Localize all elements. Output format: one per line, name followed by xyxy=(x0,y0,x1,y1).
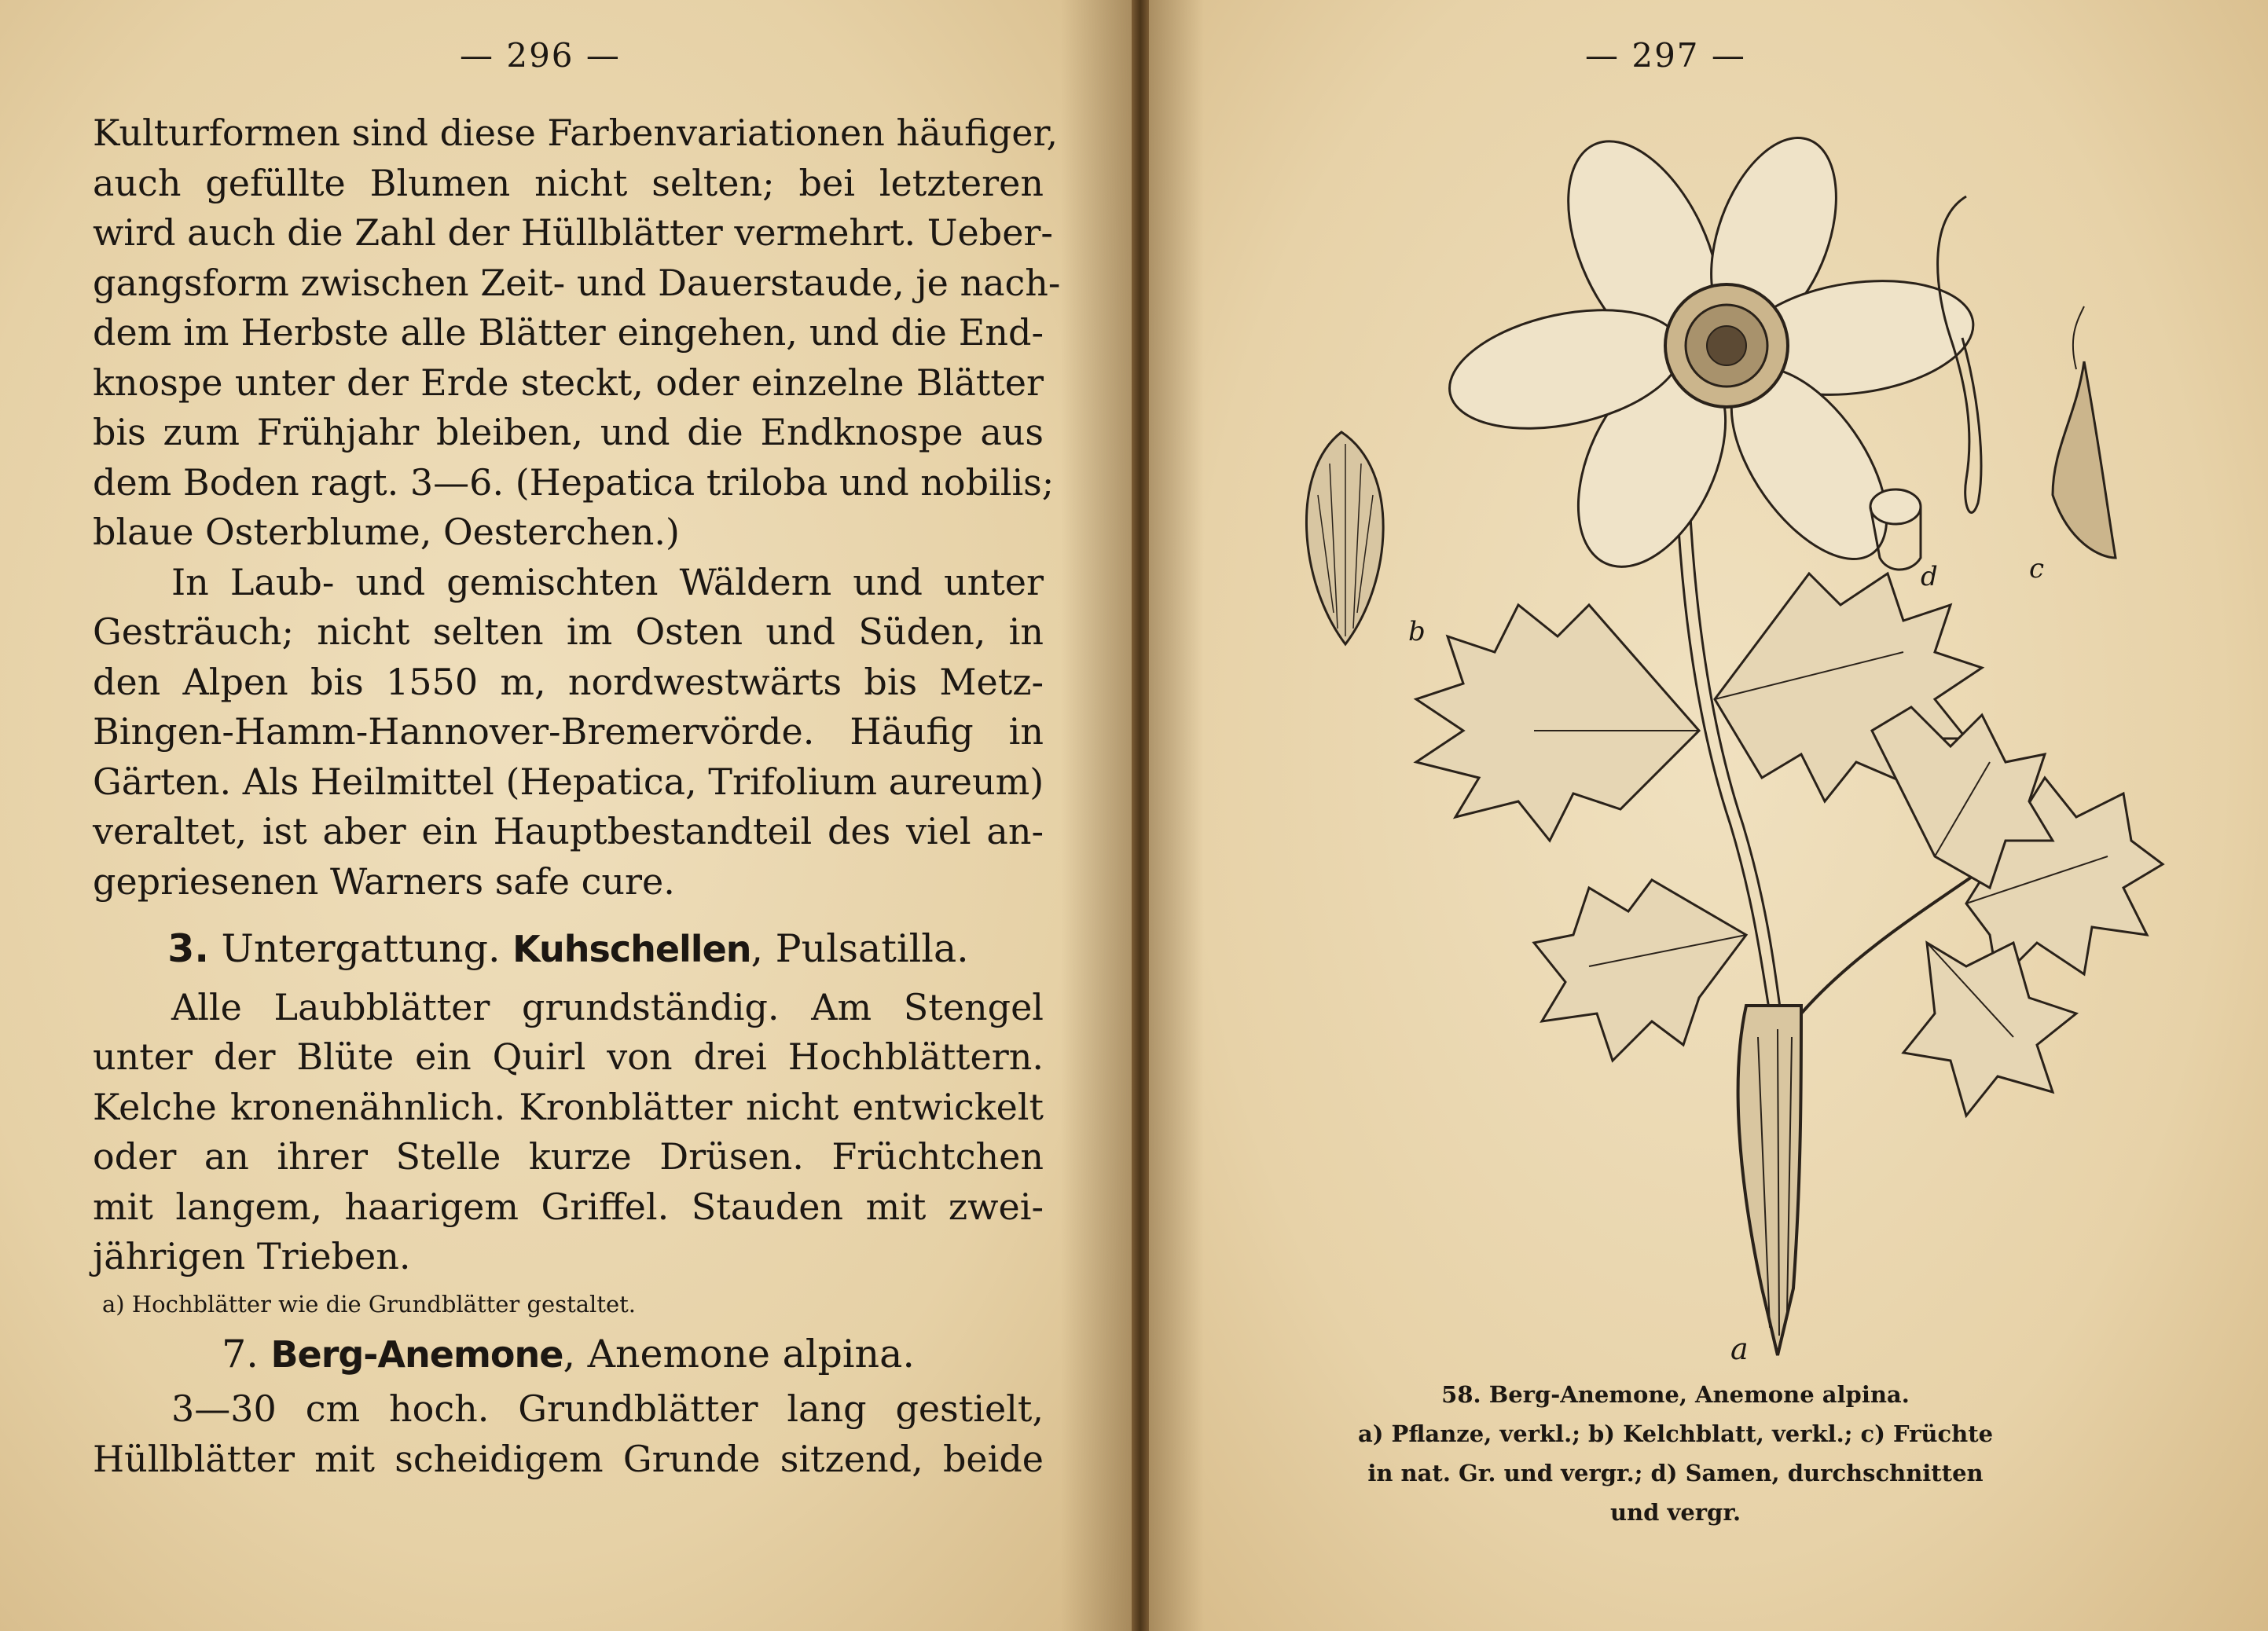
text-line: Kulturformen sind diese Farbenvariationen häufiger, xyxy=(93,112,1059,154)
figure-label-d: d xyxy=(1921,561,1938,592)
section-heading-pulsatilla xyxy=(93,924,1044,975)
text-line: Gesträuch; nicht selten im Osten und Süden, in xyxy=(93,610,1044,653)
text-line: 3—30 cm hoch. Grundblätter lang gestielt, xyxy=(171,1387,1044,1430)
left-gutter-shadow xyxy=(1061,0,1132,1631)
figure-caption xyxy=(1298,1375,2053,1532)
book-spine xyxy=(1132,0,1149,1631)
heading-suffix: , Pulsatilla. xyxy=(750,926,969,971)
text-line: auch gefüllte Blumen nicht selten; bei letzteren xyxy=(93,161,1044,204)
text-line: Alle Laubblätter grundständig. Am Stengel xyxy=(171,985,1044,1028)
sepal-detail xyxy=(1306,432,1383,644)
figure-label-b: b xyxy=(1408,616,1426,647)
text-line: veraltet, ist aber ein Hauptbestandteil des viel an- xyxy=(93,810,1044,852)
text-line: Bingen-Hamm-Hannover-Bremervörde. Häufig in xyxy=(93,710,1044,753)
text-line: wird auch die Zahl der Hüllblätter vermehrt. Ueber- xyxy=(93,211,1053,254)
heading-prefix: Untergattung. xyxy=(221,926,501,971)
caption-line: a) Pflanze, verkl.; b) Kelchblatt, verkl.; c) Früchte xyxy=(1357,1420,1994,1447)
figure-label-a: a xyxy=(1730,1332,1749,1366)
text-line: dem im Herbste alle Blätter eingehen, und die End- xyxy=(93,311,1044,354)
right-page xyxy=(1149,0,2268,1631)
text-line: mit langem, haarigem Griffel. Stauden mit zwei- xyxy=(93,1185,1044,1228)
footnote-note: a) Hochblätter wie die Grundblätter gestaltet. xyxy=(102,1290,637,1318)
section-heading-berg-anemone xyxy=(93,1329,1044,1380)
heading-bold-title: Berg-Anemone xyxy=(270,1332,563,1376)
text-line: dem Boden ragt. 3—6. (Hepatica triloba und nobilis; xyxy=(93,460,1055,504)
paragraph-2 xyxy=(93,558,1044,907)
text-line: oder an ihrer Stelle kurze Drüsen. Früchtchen xyxy=(93,1135,1044,1178)
caption-line: in nat. Gr. und vergr.; d) Samen, durchschnitten xyxy=(1367,1460,1984,1486)
text-line: gangsform zwischen Zeit- und Dauerstaude, je nach- xyxy=(93,261,1061,304)
caption-line: und vergr. xyxy=(1609,1499,1741,1526)
text-line: Hüllblätter mit scheidigem Grunde sitzend, beide xyxy=(93,1437,1044,1480)
left-page xyxy=(0,0,1132,1631)
text-line: gepriesenen Warners safe cure. xyxy=(93,859,675,903)
text-line: blaue Osterblume, Oesterchen.) xyxy=(93,511,680,553)
heading-number: 7. xyxy=(222,1331,259,1376)
text-line: jährigen Trieben. xyxy=(93,1235,411,1277)
text-line: In Laub- und gemischten Wäldern und unter xyxy=(171,560,1044,603)
right-gutter-shadow xyxy=(1149,0,1204,1631)
page-number-left: — 296 — xyxy=(460,36,621,75)
text-line: unter der Blüte ein Quirl von drei Hochblättern. xyxy=(93,1035,1044,1078)
page-number-right: — 297 — xyxy=(1585,36,1746,75)
fruit-detail xyxy=(1938,196,2116,558)
caption-line: 58. Berg-Anemone, Anemone alpina. xyxy=(1441,1381,1910,1408)
text-line: den Alpen bis 1550 m, nordwestwärts bis Metz- xyxy=(93,660,1044,703)
left-text-column xyxy=(93,108,1061,1484)
figure-label-c: c xyxy=(2029,553,2045,585)
text-line: bis zum Frühjahr bleiben, und die Endknospe aus xyxy=(93,411,1044,453)
paragraph-4 xyxy=(93,1384,1044,1484)
text-line: Kelche kronenähnlich. Kronblätter nicht entwickelt xyxy=(93,1085,1044,1128)
text-line: knospe unter der Erde steckt, oder einzelne Blätter xyxy=(93,361,1044,404)
heading-suffix: , Anemone alpina. xyxy=(563,1331,915,1376)
paragraph-1 xyxy=(93,108,1061,558)
anemone-illustration xyxy=(1259,134,2171,1375)
paragraph-3 xyxy=(93,983,1044,1282)
heading-bold-title: Kuhschellen xyxy=(512,928,751,970)
heading-number: 3. xyxy=(167,926,209,971)
text-line: Gärten. Als Heilmittel (Hepatica, Trifolium aureum) xyxy=(93,760,1044,803)
